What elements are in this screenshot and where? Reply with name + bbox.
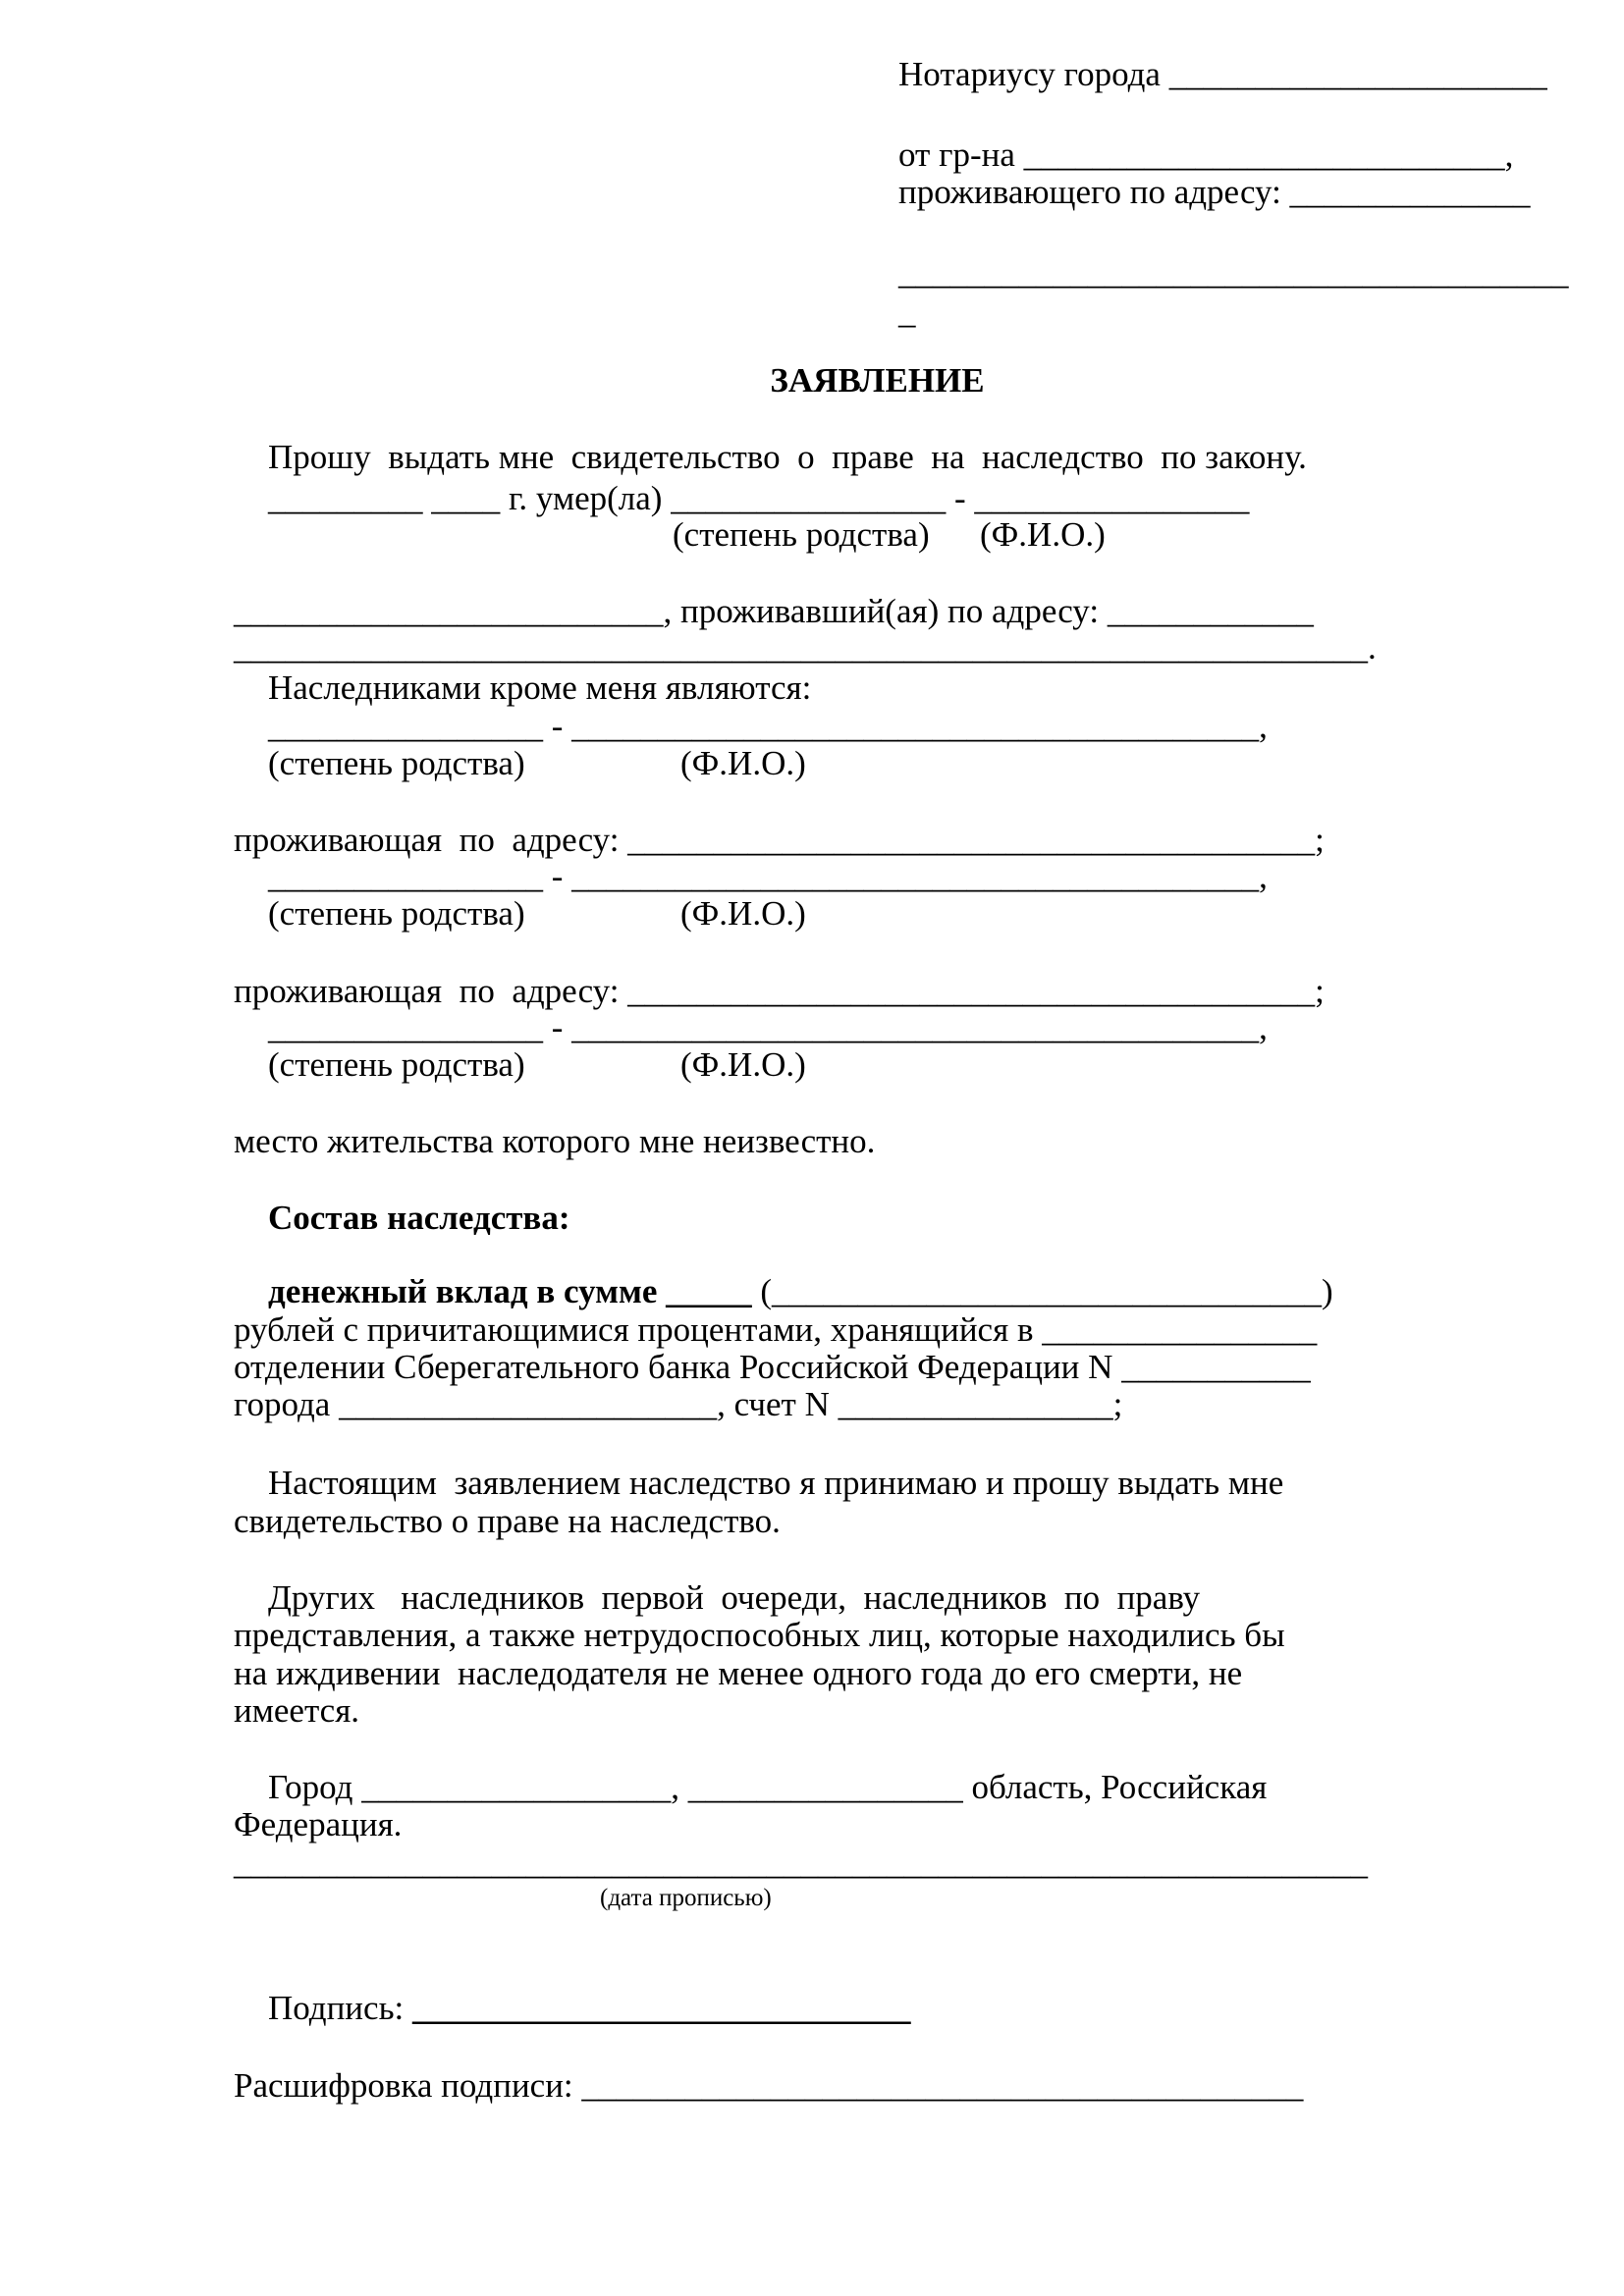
heir-3-fio-caption: (Ф.И.О.) — [680, 1045, 806, 1084]
estate-heading: Состав наследства: — [268, 1199, 570, 1237]
heir-3-kinship-caption: (степень родства) — [268, 1045, 525, 1084]
no-other-heirs-line-1: Других наследников первой очереди, наследников по праву — [268, 1578, 1201, 1617]
deposit-interest-line: рублей с причитающимися процентами, хранящийся в ________________ — [234, 1310, 1318, 1349]
signature-field: _____________________________ — [412, 1989, 911, 2027]
no-other-heirs-line-4: имеется. — [234, 1691, 360, 1730]
heir-2-address-line: проживающая по адресу: ________________________________________; — [234, 972, 1325, 1010]
heir-1-kinship-caption: (степень родства) — [268, 744, 525, 782]
document-title: ЗАЯВЛЕНИЕ — [770, 361, 985, 400]
heir-2-kinship-caption: (степень родства) — [268, 894, 525, 933]
heir-1-fio-caption: (Ф.И.О.) — [680, 744, 806, 782]
header-notary-line: Нотариусу города ______________________ — [898, 55, 1547, 93]
no-other-heirs-line-3: на иждивении наследодателя не менее одного года до его смерти, не — [234, 1654, 1243, 1692]
header-from-line: от гр-на ____________________________, — [898, 135, 1514, 174]
deceased-address-continuation: __________________________________________________________________. — [234, 628, 1377, 667]
deposit-line — [268, 1274, 1333, 1308]
account-line: города ______________________, счет N ________________; — [234, 1385, 1123, 1423]
signature-line — [268, 1991, 911, 2025]
heir-2-fio-caption: (Ф.И.О.) — [680, 894, 806, 933]
acceptance-line-2: свидетельство о праве на наследство. — [234, 1502, 781, 1540]
date-written-line: __________________________________________________________________ — [234, 1843, 1368, 1882]
heir-1-address-line: проживающая по адресу: ________________________________________; — [234, 821, 1325, 859]
date-caption: (дата прописью) — [600, 1885, 772, 1911]
deposit-amount-words: (________________________________) — [751, 1272, 1333, 1310]
header-residing-line: проживающего по адресу: ______________ — [898, 173, 1531, 211]
signature-decoding-line: Расшифровка подписи: __________________________________________ — [234, 2066, 1304, 2105]
heirs-intro: Наследниками кроме меня являются: — [268, 668, 812, 707]
place-country-line: Федерация. — [234, 1805, 403, 1843]
death-date-line: _________ ____ г. умер(ла) ________________ - ________________ — [268, 479, 1250, 517]
request-line: Прошу выдать мне свидетельство о праве на наследство по закону. — [268, 438, 1307, 476]
unknown-residence-note: место жительства которого мне неизвестно. — [234, 1122, 876, 1160]
deposit-amount-label: денежный вклад в сумме _____ — [268, 1272, 752, 1310]
heir-2-entry-line: ________________ - ________________________________________, — [268, 857, 1268, 895]
bank-branch-line: отделении Сберегательного банка Российской Федерации N ___________ — [234, 1348, 1311, 1386]
heir-1-entry-line: ________________ - ________________________________________, — [268, 707, 1268, 745]
deceased-address-line: _________________________, проживавший(ая) по адресу: ____________ — [234, 592, 1314, 630]
header-address-line: _______________________________________ — [898, 253, 1569, 292]
fio-caption: (Ф.И.О.) — [980, 515, 1106, 554]
signature-label: Подпись: — [268, 1989, 413, 2027]
heir-3-entry-line: ________________ - ________________________________________, — [268, 1008, 1268, 1046]
kinship-caption: (степень родства) — [673, 515, 930, 554]
acceptance-line-1: Настоящим заявлением наследство я принимаю и прошу выдать мне — [268, 1464, 1284, 1502]
no-other-heirs-line-2: представления, а также нетрудоспособных лиц, которые находились бы — [234, 1616, 1285, 1654]
place-line: Город __________________, ________________ область, Российская — [268, 1768, 1268, 1806]
header-address-tail: _ — [898, 293, 916, 331]
